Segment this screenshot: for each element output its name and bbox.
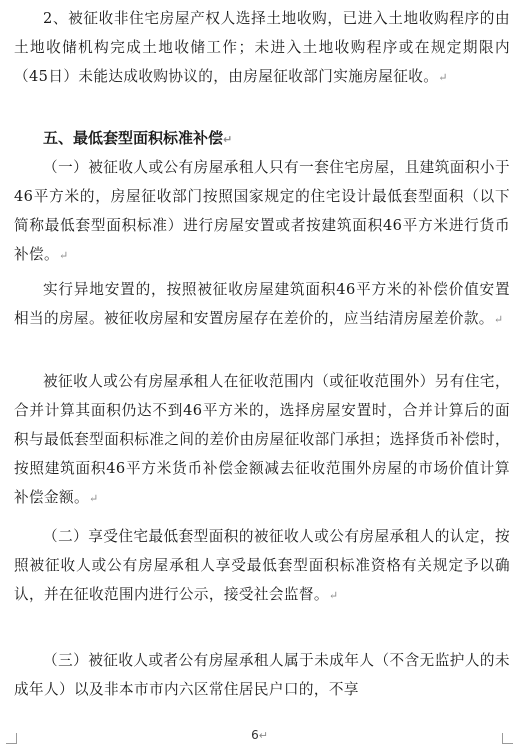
- paragraph-5: （二）享受住宅最低套型面积的被征收人或公有房屋承租人的认定，按照被征收人或公有房屋承租人享受最低套型面积标准资格有关规定予以确认，并在征收范围内进行公示，接受社会监督。↵: [14, 528, 510, 603]
- paragraph-6: （三）被征收人或者公有房屋承租人属于未成年人（不含无监护人的未成年人）以及非本市市内六区常住居民户口的，不享: [14, 652, 510, 698]
- paragraph-mark: ↵: [88, 492, 99, 505]
- paragraph-mark: ↵: [438, 71, 448, 84]
- section-heading: 五、最低套型面积标准补偿↵: [43, 129, 233, 147]
- page-number: 6↵: [251, 728, 268, 742]
- paragraph-mark: ↵: [223, 133, 233, 146]
- paragraph-2: （一）被征收人或公有房屋承租人只有一套住宅房屋，且建筑面积小于46平方米的，房屋征收部门按照国家规定的住宅设计最低套型面积（以下简称最低套型面积标准）进行房屋安置或者按建筑面积46平方米进行货币补偿。↵: [14, 159, 510, 263]
- paragraph-3: 实行异地安置的，按照被征收房屋建筑面积46平方米的补偿价值安置相当的房屋。被征收房屋和安置房屋存在差价的，应当结清房屋差价款。↵: [14, 281, 510, 327]
- paragraph-mark: ↵: [328, 589, 339, 602]
- paragraph-mark: ↵: [58, 249, 69, 262]
- paragraph-4: 被征收人或公有房屋承租人在征收范围内（或征收范围外）另有住宅，合并计算其面积仍达不到46平方米的，选择房屋安置时，合并计算后的面积与最低套型面积标准之间的差价由房屋征收部门承担；选择货币补偿时，按照建筑面积46平方米货币补偿金额减去征收范围外房屋的市场价值计算补偿金额。↵: [14, 373, 510, 506]
- paragraph-1: 2、被征收非住宅房屋产权人选择土地收购，已进入土地收购程序的由土地收储机构完成土地收储工作；未进入土地收购程序或在规定期限内（45日）未能达成收购协议的，由房屋征收部门实施房屋征收。↵: [14, 10, 510, 85]
- paragraph-mark: ↵: [493, 313, 504, 326]
